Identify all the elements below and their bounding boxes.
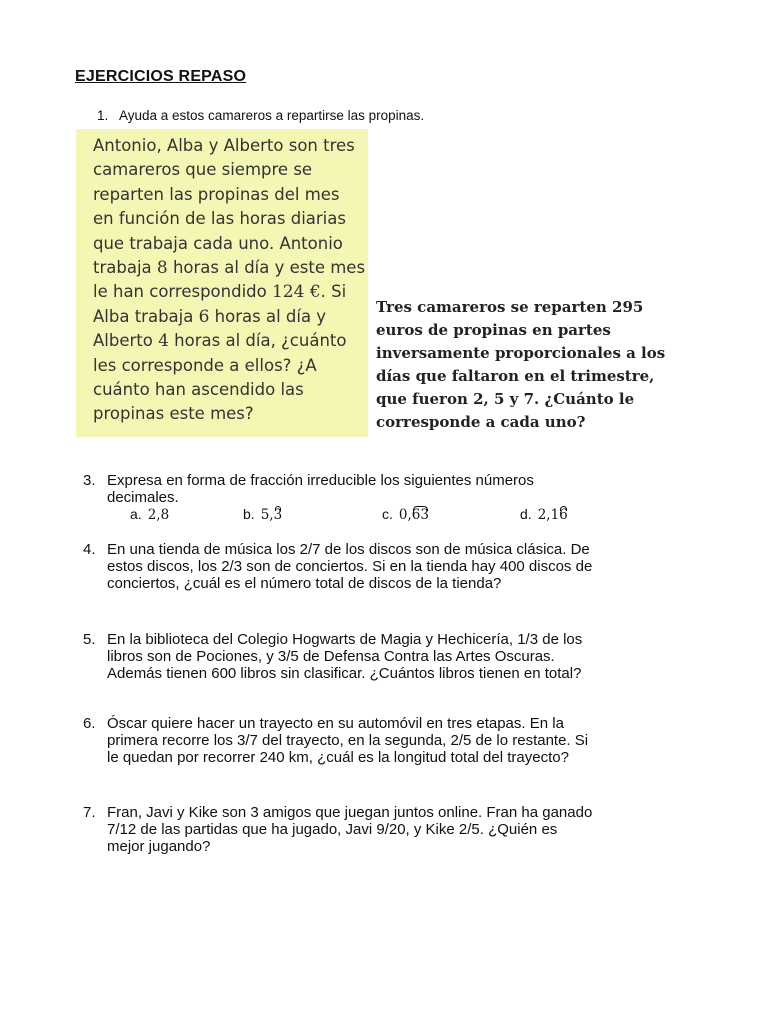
question-line: decimales. [107,489,179,506]
repeating-digits: 6 [559,507,568,523]
problem-line: Alba trabaja 6 horas al día y [93,306,327,327]
question-number: 3. [83,472,96,489]
question-line: Fran, Javi y Kike son 3 amigos que juegan juntos online. Fran ha ganado [107,804,593,821]
question-7 [83,804,592,855]
question-6 [83,715,588,766]
hours-value: 4 [158,331,169,352]
problem-line: trabaja 8 horas al día y este mes [93,258,366,279]
hours-value: 6 [198,306,210,327]
option-a: a. 2,8 [130,506,170,523]
question-4 [83,541,592,592]
question-line: En la biblioteca del Colegio Hogwarts de Magia y Hechicería, 1/3 de los [107,631,583,648]
problem-line: le han correspondido 124 €. Si [93,282,347,303]
repeating-digits: 3 [273,507,283,523]
question-line: estos discos, los 2/3 son de conciertos. Si en la tienda hay 400 discos de [107,558,593,575]
question-number: 6. [83,715,96,732]
question-number: 1. [97,108,109,123]
question-text: Ayuda a estos camareros a repartirse las propinas. [119,108,425,123]
repeating-digits: 63 [411,507,429,523]
problem-line: días que faltaron en el trimestre, [376,367,655,385]
option-d: d. 2,16 [520,506,568,523]
question-number: 7. [83,804,96,821]
problem-line: que fueron 2, 5 y 7. ¿Cuánto le [376,390,635,408]
question-3 [83,472,534,506]
question-line: conciertos, ¿cuál es el número total de discos de la tienda? [107,575,502,592]
question-line: primera recorre los 3/7 del trayecto, en la segunda, 2/5 de lo restante. Si [107,732,589,749]
page-title: EJERCICIOS REPASO [75,68,247,85]
problem-line: Alberto 4 horas al día, ¿cuánto [93,331,347,352]
decimal-options [130,506,580,526]
problem-line: que trabaja cada uno. Antonio [93,233,343,253]
option-b: b. 5,3 [243,506,283,523]
question-line: libros son de Pociones, y 3/5 de Defensa Contra las Artes Oscuras. [107,648,555,665]
problem-line: cuánto han ascendido las [93,380,304,400]
question-line: le quedan por recorrer 240 km, ¿cuál es la longitud total del trayecto? [107,749,569,766]
bold-problem-text [376,296,676,434]
question-5 [83,631,582,682]
hours-value: 8 [156,258,168,279]
problem-line: inversamente proporcionales a los [376,344,666,362]
question-line: En una tienda de música los 2/7 de los discos son de música clásica. De [107,541,590,558]
question-line: 7/12 de las partidas que ha jugado, Javi 9/20, y Kike 2/5. ¿Quién es [107,821,558,838]
question-1 [97,108,424,123]
question-line: Expresa en forma de fracción irreducible los siguientes números [107,472,534,489]
problem-line: euros de propinas en partes [376,321,611,339]
highlighted-problem-text [93,134,366,427]
problem-line: Antonio, Alba y Alberto son tres [93,136,355,155]
question-line: Óscar quiere hacer un trayecto en su automóvil en tres etapas. En la [107,715,564,732]
question-number: 4. [83,541,96,558]
problem-line: en función de las horas diarias [93,209,346,229]
problem-line: camareros que siempre se [93,160,313,180]
problem-line: corresponde a cada uno? [376,413,586,431]
problem-line: propinas este mes? [93,404,254,424]
question-line: Además tienen 600 libros sin clasificar. ¿Cuántos libros tienen en total? [107,665,582,682]
problem-line: Tres camareros se reparten 295 [376,298,644,316]
question-number: 5. [83,631,96,648]
amount-value: 124 € [271,282,321,303]
question-line: mejor jugando? [107,838,211,855]
problem-line: reparten las propinas del mes [93,184,340,204]
option-c: c. 0,63 [382,506,429,523]
problem-line: les corresponde a ellos? ¿A [93,355,317,375]
